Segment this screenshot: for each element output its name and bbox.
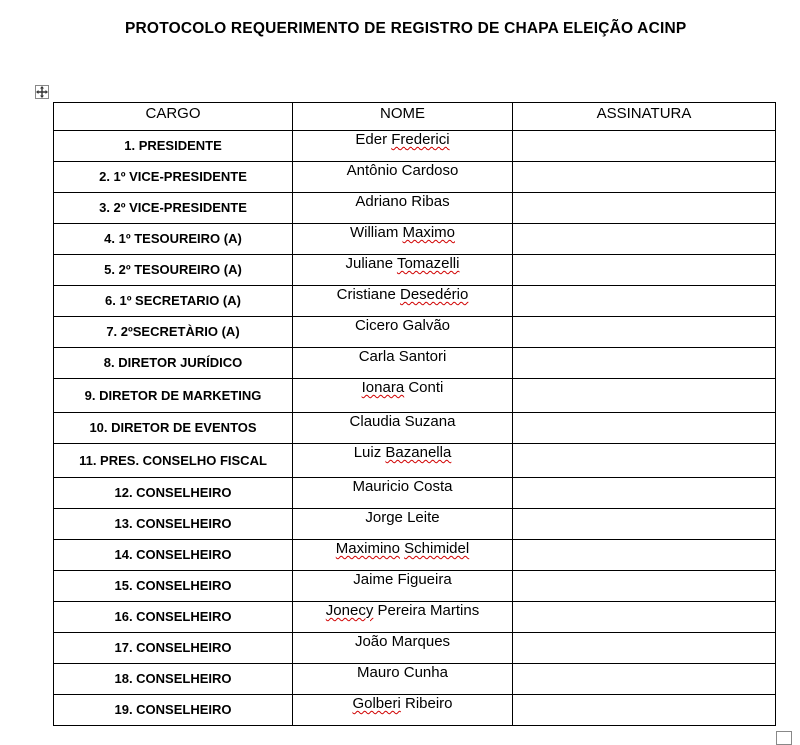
cargo-cell[interactable]: 1. PRESIDENTE: [54, 131, 293, 162]
assinatura-cell[interactable]: [513, 444, 776, 478]
table-resize-handle[interactable]: [776, 731, 792, 745]
cargo-cell[interactable]: 8. DIRETOR JURÍDICO: [54, 348, 293, 379]
table-row: [54, 540, 776, 571]
nome-first: Jaime: [353, 571, 394, 588]
nome-cell[interactable]: [293, 131, 513, 162]
assinatura-cell[interactable]: [513, 509, 776, 540]
header-nome: NOME: [293, 103, 513, 131]
move-arrows-icon: [36, 86, 48, 98]
nome-first: João: [354, 633, 388, 650]
nome-cell[interactable]: [293, 255, 513, 286]
nome-second: Costa: [413, 478, 453, 495]
table-row: [54, 379, 776, 413]
table-row: [54, 317, 776, 348]
assinatura-cell[interactable]: [513, 224, 776, 255]
cargo-cell[interactable]: 19. CONSELHEIRO: [54, 695, 293, 726]
nome-second: Suzana: [404, 413, 456, 430]
cargo-cell[interactable]: 5. 2º TESOUREIRO (A): [54, 255, 293, 286]
cargo-cell[interactable]: 3. 2º VICE-PRESIDENTE: [54, 193, 293, 224]
nome-first: Mauro: [357, 664, 400, 681]
nome-second: Cardoso: [401, 162, 459, 179]
nome-cell[interactable]: [293, 633, 513, 664]
table-row: [54, 633, 776, 664]
nome-cell[interactable]: [293, 478, 513, 509]
cargo-cell[interactable]: 2. 1º VICE-PRESIDENTE: [54, 162, 293, 193]
nome-cell[interactable]: [293, 348, 513, 379]
assinatura-cell[interactable]: [513, 540, 776, 571]
nome-second: Conti: [408, 379, 444, 396]
nome-second: Leite: [407, 509, 440, 526]
assinatura-cell[interactable]: [513, 602, 776, 633]
table-row: [54, 131, 776, 162]
assinatura-cell[interactable]: [513, 695, 776, 726]
cargo-cell[interactable]: 6. 1º SECRETARIO (A): [54, 286, 293, 317]
nome-first: Luiz: [353, 444, 382, 461]
nome-cell[interactable]: [293, 379, 513, 413]
nome-first: Eder: [355, 131, 388, 148]
nome-second: Bazanella: [385, 444, 452, 461]
cargo-cell[interactable]: 4. 1º TESOUREIRO (A): [54, 224, 293, 255]
nome-second: Ribas: [411, 193, 450, 210]
registry-table: [53, 102, 776, 726]
table-row: [54, 602, 776, 633]
nome-first: Antônio: [346, 162, 398, 179]
table-row: [54, 224, 776, 255]
table-row: [54, 286, 776, 317]
nome-first: Mauricio: [352, 478, 410, 495]
nome-first: Cicero: [354, 317, 399, 334]
nome-first: William: [349, 224, 399, 241]
cargo-cell[interactable]: 17. CONSELHEIRO: [54, 633, 293, 664]
table-row: [54, 444, 776, 478]
assinatura-cell[interactable]: [513, 348, 776, 379]
nome-second: Ribeiro: [405, 695, 453, 712]
nome-cell[interactable]: [293, 162, 513, 193]
nome-second: Galvão: [402, 317, 451, 334]
header-assinatura: ASSINATURA: [513, 103, 776, 131]
nome-second: Frederici: [391, 131, 450, 148]
nome-first: Ionara: [361, 379, 405, 396]
table-move-handle[interactable]: [35, 85, 49, 99]
nome-first: Juliane: [345, 255, 394, 272]
cargo-cell[interactable]: 13. CONSELHEIRO: [54, 509, 293, 540]
assinatura-cell[interactable]: [513, 633, 776, 664]
nome-second: Marques: [391, 633, 451, 650]
nome-second: Maximo: [402, 224, 455, 241]
cargo-cell[interactable]: 10. DIRETOR DE EVENTOS: [54, 413, 293, 444]
assinatura-cell[interactable]: [513, 478, 776, 509]
nome-second: Schimidel: [404, 540, 470, 557]
nome-first: Maximino: [335, 540, 400, 557]
cargo-cell[interactable]: 18. CONSELHEIRO: [54, 664, 293, 695]
assinatura-cell[interactable]: [513, 413, 776, 444]
nome-second: Pereira Martins: [377, 602, 480, 619]
nome-cell[interactable]: [293, 664, 513, 695]
table-row: [54, 664, 776, 695]
nome-cell[interactable]: [293, 571, 513, 602]
cargo-cell[interactable]: 15. CONSELHEIRO: [54, 571, 293, 602]
nome-second: Tomazelli: [396, 255, 460, 272]
table-row: [54, 193, 776, 224]
nome-first: Golberi: [352, 695, 401, 712]
nome-cell[interactable]: [293, 444, 513, 478]
table-header-row: [54, 103, 776, 131]
document-title: PROTOCOLO REQUERIMENTO DE REGISTRO DE CHAPA ELEIÇÃO ACINP: [125, 20, 687, 37]
assinatura-cell[interactable]: [513, 162, 776, 193]
nome-cell[interactable]: [293, 509, 513, 540]
nome-cell[interactable]: [293, 193, 513, 224]
table-row: [54, 348, 776, 379]
nome-second: Santori: [398, 348, 447, 365]
assinatura-cell[interactable]: [513, 664, 776, 695]
nome-first: Jonecy: [325, 602, 374, 619]
nome-cell[interactable]: [293, 286, 513, 317]
header-cargo: CARGO: [54, 103, 293, 131]
table-row: [54, 695, 776, 726]
nome-cell[interactable]: [293, 413, 513, 444]
nome-first: Adriano: [355, 193, 408, 210]
cargo-cell[interactable]: 7. 2ºSECRETÀRIO (A): [54, 317, 293, 348]
table-row: [54, 509, 776, 540]
nome-cell[interactable]: [293, 695, 513, 726]
nome-cell[interactable]: [293, 540, 513, 571]
assinatura-cell[interactable]: [513, 255, 776, 286]
assinatura-cell[interactable]: [513, 286, 776, 317]
table-row: [54, 478, 776, 509]
assinatura-cell[interactable]: [513, 379, 776, 413]
nome-first: Claudia: [349, 413, 401, 430]
cargo-cell[interactable]: 9. DIRETOR DE MARKETING: [54, 379, 293, 413]
cargo-cell[interactable]: 12. CONSELHEIRO: [54, 478, 293, 509]
nome-cell[interactable]: [293, 317, 513, 348]
nome-second: Desedério: [399, 286, 469, 303]
cargo-cell[interactable]: 16. CONSELHEIRO: [54, 602, 293, 633]
assinatura-cell[interactable]: [513, 131, 776, 162]
table-row: [54, 413, 776, 444]
nome-second: Cunha: [403, 664, 448, 681]
assinatura-cell[interactable]: [513, 193, 776, 224]
nome-cell[interactable]: [293, 224, 513, 255]
table-row: [54, 571, 776, 602]
table-row: [54, 162, 776, 193]
assinatura-cell[interactable]: [513, 571, 776, 602]
nome-second: Figueira: [397, 571, 452, 588]
cargo-cell[interactable]: 14. CONSELHEIRO: [54, 540, 293, 571]
cargo-cell[interactable]: 11. PRES. CONSELHO FISCAL: [54, 444, 293, 478]
nome-first: Cristiane: [336, 286, 396, 303]
nome-cell[interactable]: [293, 602, 513, 633]
table-row: [54, 255, 776, 286]
nome-first: Carla: [358, 348, 395, 365]
nome-first: Jorge: [365, 509, 403, 526]
assinatura-cell[interactable]: [513, 317, 776, 348]
